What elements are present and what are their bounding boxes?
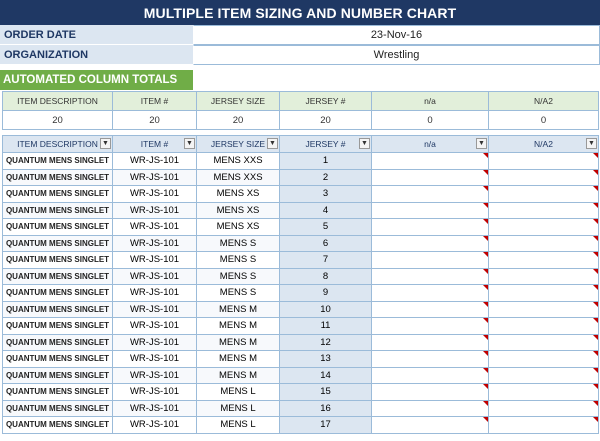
cell-jersey-number[interactable]: 11 bbox=[280, 318, 372, 335]
comment-marker-icon bbox=[593, 368, 598, 373]
cell-na2[interactable] bbox=[489, 169, 599, 186]
table-row bbox=[3, 169, 599, 186]
comment-marker-icon bbox=[483, 219, 488, 224]
organization-row bbox=[0, 45, 600, 65]
col-header-na2[interactable] bbox=[489, 136, 599, 153]
comment-marker-icon bbox=[483, 285, 488, 290]
comment-marker-icon bbox=[593, 384, 598, 389]
items-table bbox=[2, 135, 599, 434]
cell-na2[interactable] bbox=[489, 219, 599, 236]
cell-item-number[interactable]: WR-JS-101 bbox=[113, 235, 197, 252]
cell-item-number[interactable]: WR-JS-101 bbox=[113, 219, 197, 236]
cell-jersey-number[interactable]: 17 bbox=[280, 417, 372, 434]
cell-na2[interactable] bbox=[489, 334, 599, 351]
table-row bbox=[3, 219, 599, 236]
cell-item-description[interactable]: QUANTUM MENS SINGLET bbox=[3, 235, 113, 252]
cell-jersey-number[interactable]: 13 bbox=[280, 351, 372, 368]
organization-label: ORGANIZATION bbox=[0, 45, 193, 65]
cell-jersey-size[interactable]: MENS XS bbox=[197, 186, 280, 203]
cell-na[interactable] bbox=[372, 334, 489, 351]
cell-item-number[interactable]: WR-JS-101 bbox=[113, 268, 197, 285]
cell-jersey-size[interactable]: MENS L bbox=[197, 417, 280, 434]
comment-marker-icon bbox=[593, 153, 598, 158]
comment-marker-icon bbox=[593, 302, 598, 307]
comment-marker-icon bbox=[483, 302, 488, 307]
cell-jersey-size[interactable]: MENS L bbox=[197, 400, 280, 417]
cell-jersey-size[interactable]: MENS S bbox=[197, 235, 280, 252]
cell-item-number[interactable]: WR-JS-101 bbox=[113, 334, 197, 351]
cell-na[interactable] bbox=[372, 186, 489, 203]
cell-na[interactable] bbox=[372, 153, 489, 170]
totals-title: AUTOMATED COLUMN TOTALS bbox=[0, 70, 193, 90]
cell-jersey-size[interactable]: MENS XS bbox=[197, 202, 280, 219]
comment-marker-icon bbox=[593, 269, 598, 274]
table-row bbox=[3, 400, 599, 417]
comment-marker-icon bbox=[483, 384, 488, 389]
cell-jersey-number[interactable]: 5 bbox=[280, 219, 372, 236]
cell-item-description[interactable]: QUANTUM MENS SINGLET bbox=[3, 186, 113, 203]
cell-jersey-size[interactable]: MENS S bbox=[197, 268, 280, 285]
table-row bbox=[3, 268, 599, 285]
cell-jersey-number[interactable]: 15 bbox=[280, 384, 372, 401]
table-row bbox=[3, 252, 599, 269]
cell-na2[interactable] bbox=[489, 301, 599, 318]
col-header-na[interactable] bbox=[372, 136, 489, 153]
cell-jersey-size[interactable]: MENS M bbox=[197, 318, 280, 335]
comment-marker-icon bbox=[593, 318, 598, 323]
cell-item-number[interactable]: WR-JS-101 bbox=[113, 351, 197, 368]
cell-na[interactable] bbox=[372, 252, 489, 269]
cell-na2[interactable] bbox=[489, 268, 599, 285]
col-header-label: ITEM # bbox=[140, 139, 169, 149]
cell-na2[interactable] bbox=[489, 153, 599, 170]
cell-jersey-size[interactable]: MENS M bbox=[197, 301, 280, 318]
cell-jersey-number[interactable]: 4 bbox=[280, 202, 372, 219]
cell-jersey-number[interactable]: 1 bbox=[280, 153, 372, 170]
comment-marker-icon bbox=[483, 318, 488, 323]
cell-item-description[interactable]: QUANTUM MENS SINGLET bbox=[3, 367, 113, 384]
comment-marker-icon bbox=[483, 368, 488, 373]
comment-marker-icon bbox=[483, 153, 488, 158]
cell-item-number[interactable]: WR-JS-101 bbox=[113, 169, 197, 186]
cell-na[interactable] bbox=[372, 235, 489, 252]
cell-item-number[interactable]: WR-JS-101 bbox=[113, 400, 197, 417]
cell-na[interactable] bbox=[372, 318, 489, 335]
table-row bbox=[3, 186, 599, 203]
cell-item-number[interactable]: WR-JS-101 bbox=[113, 202, 197, 219]
cell-na2[interactable] bbox=[489, 186, 599, 203]
table-row bbox=[3, 235, 599, 252]
cell-na2[interactable] bbox=[489, 384, 599, 401]
chevron-down-icon[interactable]: ▼ bbox=[267, 138, 278, 149]
col-header-item-number[interactable] bbox=[113, 136, 197, 153]
comment-marker-icon bbox=[593, 236, 598, 241]
cell-jersey-size[interactable]: MENS L bbox=[197, 384, 280, 401]
table-row bbox=[3, 153, 599, 170]
cell-na2[interactable] bbox=[489, 417, 599, 434]
cell-jersey-number[interactable]: 6 bbox=[280, 235, 372, 252]
cell-item-number[interactable]: WR-JS-101 bbox=[113, 318, 197, 335]
totals-value-na[interactable]: 0 bbox=[372, 111, 489, 130]
cell-item-number[interactable]: WR-JS-101 bbox=[113, 186, 197, 203]
totals-header-jersey-number: JERSEY # bbox=[280, 92, 372, 111]
cell-na2[interactable] bbox=[489, 351, 599, 368]
cell-jersey-size[interactable]: MENS XS bbox=[197, 219, 280, 236]
totals-header-na: n/a bbox=[372, 92, 489, 111]
cell-jersey-number[interactable]: 7 bbox=[280, 252, 372, 269]
table-row bbox=[3, 351, 599, 368]
comment-marker-icon bbox=[483, 252, 488, 257]
cell-na[interactable] bbox=[372, 400, 489, 417]
cell-jersey-size[interactable]: MENS XXS bbox=[197, 169, 280, 186]
cell-jersey-size[interactable]: MENS M bbox=[197, 351, 280, 368]
totals-value-item-description[interactable]: 20 bbox=[3, 111, 113, 130]
col-header-label: JERSEY SIZE bbox=[210, 139, 266, 149]
cell-na2[interactable] bbox=[489, 318, 599, 335]
cell-item-number[interactable]: WR-JS-101 bbox=[113, 285, 197, 302]
table-row bbox=[3, 367, 599, 384]
sheet-title: MULTIPLE ITEM SIZING AND NUMBER CHART bbox=[0, 0, 600, 25]
cell-item-description[interactable]: QUANTUM MENS SINGLET bbox=[3, 202, 113, 219]
totals-value-item-number[interactable]: 20 bbox=[113, 111, 197, 130]
comment-marker-icon bbox=[593, 285, 598, 290]
totals-value-jersey-size[interactable]: 20 bbox=[197, 111, 280, 130]
cell-jersey-size[interactable]: MENS M bbox=[197, 334, 280, 351]
cell-item-description[interactable]: QUANTUM MENS SINGLET bbox=[3, 252, 113, 269]
cell-na[interactable] bbox=[372, 202, 489, 219]
cell-jersey-number[interactable]: 16 bbox=[280, 400, 372, 417]
comment-marker-icon bbox=[483, 401, 488, 406]
comment-marker-icon bbox=[483, 269, 488, 274]
comment-marker-icon bbox=[483, 351, 488, 356]
col-header-item-description[interactable] bbox=[3, 136, 113, 153]
cell-na[interactable] bbox=[372, 351, 489, 368]
comment-marker-icon bbox=[593, 219, 598, 224]
col-header-jersey-number[interactable] bbox=[280, 136, 372, 153]
cell-na[interactable] bbox=[372, 169, 489, 186]
cell-item-number[interactable]: WR-JS-101 bbox=[113, 301, 197, 318]
totals-table bbox=[2, 91, 599, 130]
cell-na[interactable] bbox=[372, 384, 489, 401]
col-header-label: JERSEY # bbox=[305, 139, 346, 149]
col-header-label: n/a bbox=[424, 139, 436, 149]
comment-marker-icon bbox=[593, 252, 598, 257]
cell-na2[interactable] bbox=[489, 235, 599, 252]
table-row bbox=[3, 318, 599, 335]
cell-na[interactable] bbox=[372, 268, 489, 285]
cell-item-number[interactable]: WR-JS-101 bbox=[113, 417, 197, 434]
cell-jersey-size[interactable]: MENS XXS bbox=[197, 153, 280, 170]
chevron-down-icon[interactable]: ▼ bbox=[476, 138, 487, 149]
cell-na[interactable] bbox=[372, 301, 489, 318]
cell-item-description[interactable]: QUANTUM MENS SINGLET bbox=[3, 351, 113, 368]
totals-header-item-number: ITEM # bbox=[113, 92, 197, 111]
totals-value-na2[interactable]: 0 bbox=[489, 111, 599, 130]
cell-na2[interactable] bbox=[489, 252, 599, 269]
cell-item-description[interactable]: QUANTUM MENS SINGLET bbox=[3, 400, 113, 417]
cell-na[interactable] bbox=[372, 219, 489, 236]
cell-na2[interactable] bbox=[489, 202, 599, 219]
comment-marker-icon bbox=[593, 351, 598, 356]
cell-item-description[interactable]: QUANTUM MENS SINGLET bbox=[3, 219, 113, 236]
cell-jersey-number[interactable]: 2 bbox=[280, 169, 372, 186]
comment-marker-icon bbox=[483, 417, 488, 422]
cell-jersey-size[interactable]: MENS S bbox=[197, 252, 280, 269]
cell-jersey-number[interactable]: 10 bbox=[280, 301, 372, 318]
cell-item-description[interactable]: QUANTUM MENS SINGLET bbox=[3, 169, 113, 186]
cell-item-description[interactable]: QUANTUM MENS SINGLET bbox=[3, 285, 113, 302]
cell-na2[interactable] bbox=[489, 400, 599, 417]
col-header-label: ITEM DESCRIPTION bbox=[17, 139, 98, 149]
cell-item-description[interactable]: QUANTUM MENS SINGLET bbox=[3, 318, 113, 335]
cell-item-description[interactable]: QUANTUM MENS SINGLET bbox=[3, 334, 113, 351]
chevron-down-icon[interactable]: ▼ bbox=[586, 138, 597, 149]
comment-marker-icon bbox=[593, 186, 598, 191]
table-row bbox=[3, 301, 599, 318]
cell-jersey-number[interactable]: 3 bbox=[280, 186, 372, 203]
col-header-label: N/A2 bbox=[534, 139, 553, 149]
comment-marker-icon bbox=[593, 335, 598, 340]
comment-marker-icon bbox=[483, 335, 488, 340]
totals-value-jersey-number[interactable]: 20 bbox=[280, 111, 372, 130]
comment-marker-icon bbox=[483, 236, 488, 241]
cell-item-description[interactable]: QUANTUM MENS SINGLET bbox=[3, 384, 113, 401]
table-row bbox=[3, 202, 599, 219]
cell-item-description[interactable]: QUANTUM MENS SINGLET bbox=[3, 417, 113, 434]
cell-na2[interactable] bbox=[489, 285, 599, 302]
cell-na[interactable] bbox=[372, 367, 489, 384]
cell-item-number[interactable]: WR-JS-101 bbox=[113, 252, 197, 269]
cell-item-description[interactable]: QUANTUM MENS SINGLET bbox=[3, 153, 113, 170]
comment-marker-icon bbox=[483, 203, 488, 208]
comment-marker-icon bbox=[593, 170, 598, 175]
cell-na[interactable] bbox=[372, 417, 489, 434]
cell-jersey-size[interactable]: MENS S bbox=[197, 285, 280, 302]
comment-marker-icon bbox=[483, 170, 488, 175]
cell-na2[interactable] bbox=[489, 367, 599, 384]
cell-item-number[interactable]: WR-JS-101 bbox=[113, 367, 197, 384]
table-row bbox=[3, 285, 599, 302]
table-row bbox=[3, 334, 599, 351]
chevron-down-icon[interactable]: ▼ bbox=[359, 138, 370, 149]
chevron-down-icon[interactable]: ▼ bbox=[184, 138, 195, 149]
table-row bbox=[3, 417, 599, 434]
order-date-value[interactable]: 23-Nov-16 bbox=[193, 25, 600, 45]
comment-marker-icon bbox=[593, 417, 598, 422]
chevron-down-icon[interactable]: ▼ bbox=[100, 138, 111, 149]
table-row bbox=[3, 384, 599, 401]
totals-header-item-description: ITEM DESCRIPTION bbox=[3, 92, 113, 111]
comment-marker-icon bbox=[483, 186, 488, 191]
totals-header-na2: N/A2 bbox=[489, 92, 599, 111]
cell-jersey-number[interactable]: 12 bbox=[280, 334, 372, 351]
cell-jersey-number[interactable]: 14 bbox=[280, 367, 372, 384]
cell-item-description[interactable]: QUANTUM MENS SINGLET bbox=[3, 268, 113, 285]
cell-jersey-number[interactable]: 8 bbox=[280, 268, 372, 285]
cell-jersey-size[interactable]: MENS M bbox=[197, 367, 280, 384]
cell-item-number[interactable]: WR-JS-101 bbox=[113, 384, 197, 401]
cell-jersey-number[interactable]: 9 bbox=[280, 285, 372, 302]
cell-na[interactable] bbox=[372, 285, 489, 302]
order-date-row bbox=[0, 25, 600, 45]
cell-item-description[interactable]: QUANTUM MENS SINGLET bbox=[3, 301, 113, 318]
organization-value[interactable]: Wrestling bbox=[193, 45, 600, 65]
totals-header-jersey-size: JERSEY SIZE bbox=[197, 92, 280, 111]
order-date-label: ORDER DATE bbox=[0, 25, 193, 45]
comment-marker-icon bbox=[593, 401, 598, 406]
cell-item-number[interactable]: WR-JS-101 bbox=[113, 153, 197, 170]
comment-marker-icon bbox=[593, 203, 598, 208]
col-header-jersey-size[interactable] bbox=[197, 136, 280, 153]
